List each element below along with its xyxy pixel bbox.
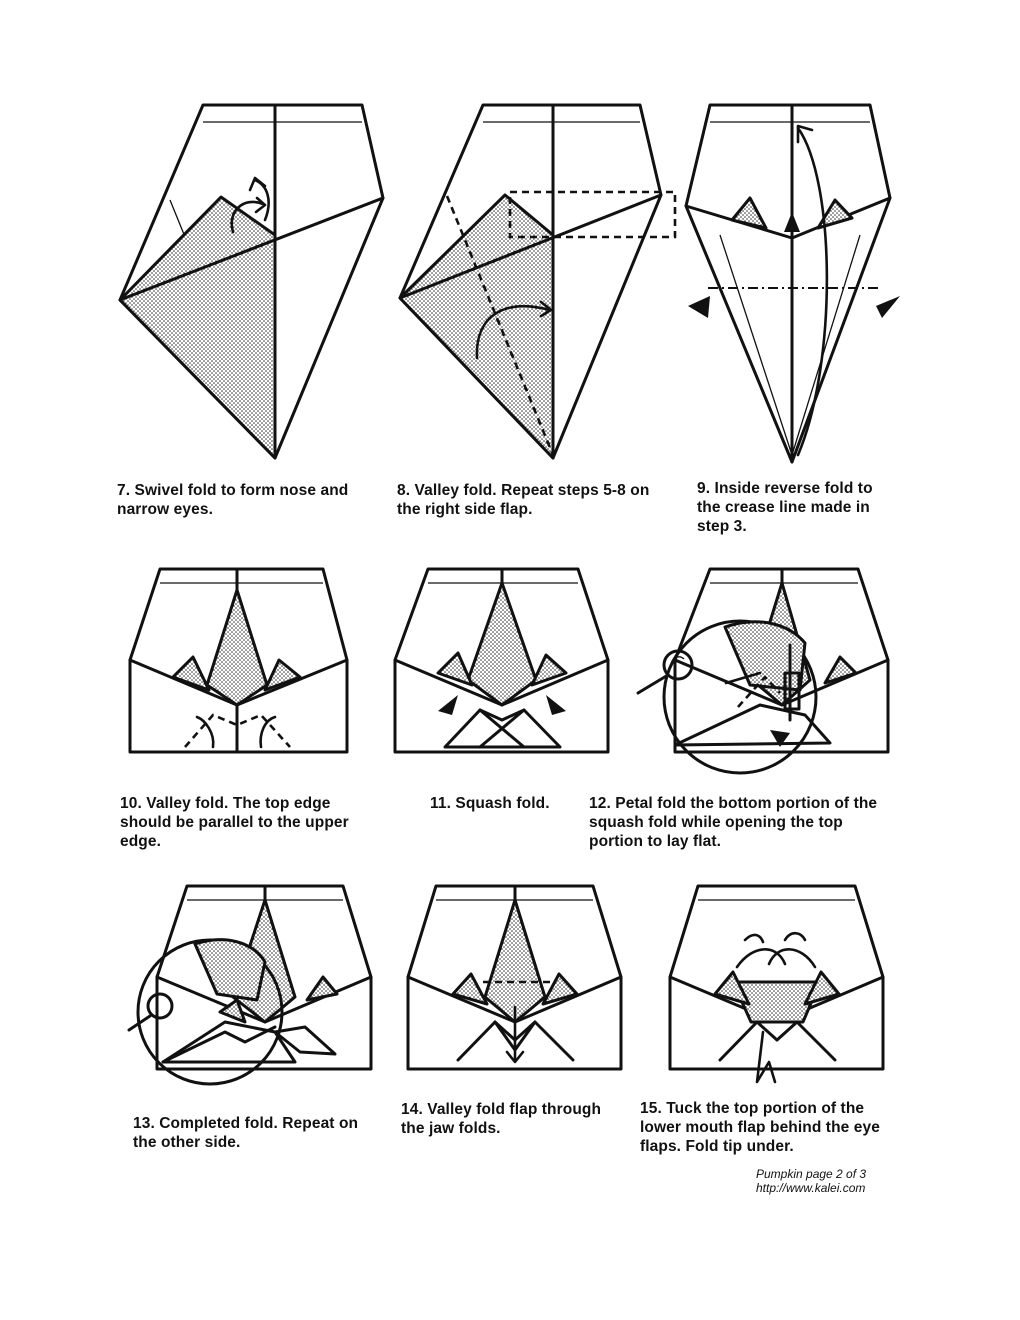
step-14-nose	[485, 900, 545, 1022]
step-12-diagram	[630, 565, 890, 790]
step-10-right-arrow	[261, 717, 275, 747]
footer-page-label: Pumpkin page 2 of 3	[756, 1167, 867, 1181]
step-15-tuck-curl-left	[745, 935, 763, 942]
step-9-diagram	[680, 100, 910, 470]
step-7-curl-arrow	[255, 180, 269, 220]
step-12-caption: 12. Petal fold the bottom portion of the squash fold while opening the top portion to lay flat.	[589, 795, 878, 850]
step-10-left-arrow	[197, 717, 213, 747]
step-13-eye-icon	[148, 994, 172, 1018]
step-8-diagram	[395, 100, 680, 465]
step-10-nose	[207, 590, 267, 705]
step-14-caption: 14. Valley fold flap through the jaw folds.	[401, 1101, 602, 1137]
step-15-diagram	[665, 882, 890, 1087]
step-11-squash-left-icon	[438, 695, 458, 715]
step-12-detail-jaw	[675, 705, 830, 745]
step-14-diagram	[403, 882, 628, 1082]
step-10-left-eye	[173, 657, 209, 690]
step-7-diagram	[115, 100, 390, 465]
step-15-caption: 15. Tuck the top portion of the lower mouth flap behind the eye flaps. Fold tip under.	[640, 1100, 880, 1155]
step-13-right-jaw	[275, 1027, 335, 1054]
step-7-shaded-flap	[120, 197, 275, 458]
step-13-right-eye	[307, 977, 337, 1000]
step-15-tuck-curl-right	[785, 933, 805, 940]
footer-url[interactable]: http://www.kalei.com	[756, 1181, 866, 1195]
step-13-diagram	[125, 882, 375, 1092]
page-footer	[756, 1167, 866, 1195]
step-9-push-right-icon	[876, 296, 900, 318]
step-12-right-eye	[825, 657, 856, 683]
step-13-detail-flap	[195, 940, 265, 1000]
step-8-shaded-flap	[400, 195, 553, 458]
step-9-push-left-icon	[688, 296, 710, 318]
step-10-caption: 10. Valley fold. The top edge should be parallel to the upper edge.	[120, 795, 349, 850]
step-14-right-eye	[543, 974, 577, 1004]
step-11-squash-right-icon	[546, 695, 566, 715]
step-15-tip-under-arrow	[757, 1032, 775, 1082]
step-11-caption: 11. Squash fold.	[430, 795, 550, 812]
step-13-caption: 13. Completed fold. Repeat on the other side.	[133, 1115, 359, 1151]
step-7-caption: 7. Swivel fold to form nose and narrow eyes.	[117, 482, 349, 518]
step-9-reverse-arrow	[798, 128, 827, 455]
step-9-paper	[686, 105, 890, 462]
step-11-diagram	[390, 565, 615, 755]
step-10-diagram	[125, 565, 350, 755]
step-11-nose	[468, 583, 536, 705]
step-8-caption: 8. Valley fold. Repeat steps 5-8 on the right side flap.	[397, 482, 650, 518]
step-9-caption: 9. Inside reverse fold to the crease line made in step 3.	[697, 480, 873, 535]
step-15-paper	[670, 886, 883, 1069]
